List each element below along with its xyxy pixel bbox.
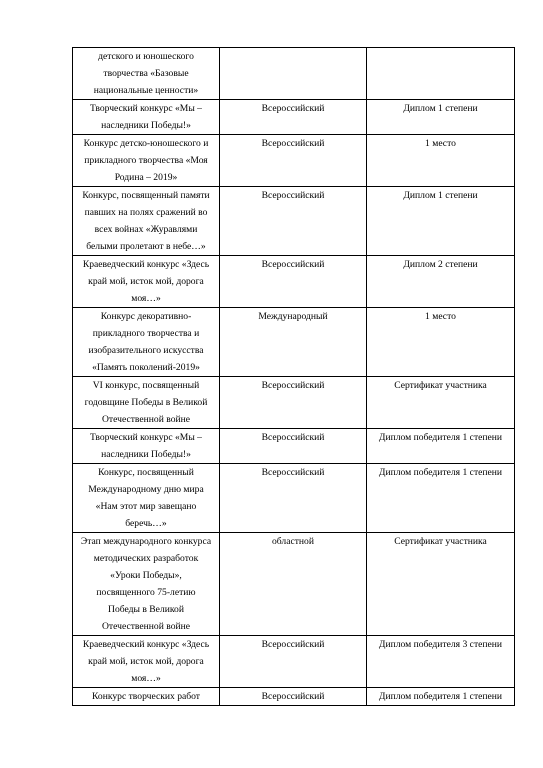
- table-row: [73, 533, 515, 636]
- contest-name-cell: Конкурс, посвященный Международному дню мира «Нам этот мир завещано беречь…»: [73, 464, 220, 533]
- contest-result-cell: Диплом 2 степени: [367, 256, 515, 308]
- contest-result-cell: Сертификат участника: [367, 377, 515, 429]
- contest-result-cell: Диплом победителя 1 степени: [367, 688, 515, 706]
- table-row: [73, 100, 515, 135]
- contest-result-cell: Диплом 1 степени: [367, 187, 515, 256]
- contest-name-cell: Конкурс детско-юношеского и прикладного творчества «Моя Родина – 2019»: [73, 135, 220, 187]
- awards-table: [72, 47, 515, 706]
- table-row: [73, 429, 515, 464]
- contest-level-cell: Всероссийский: [220, 636, 367, 688]
- contest-name-cell: VI конкурс, посвященный годовщине Победы в Великой Отечественной войне: [73, 377, 220, 429]
- contest-level-cell: Всероссийский: [220, 464, 367, 533]
- table-row: [73, 256, 515, 308]
- contest-result-cell: Диплом 1 степени: [367, 100, 515, 135]
- contest-level-cell: Всероссийский: [220, 688, 367, 706]
- contest-level-cell: областной: [220, 533, 367, 636]
- contest-name-cell: детского и юношеского творчества «Базовые национальные ценности»: [73, 48, 220, 100]
- contest-level-cell: Всероссийский: [220, 377, 367, 429]
- contest-name-cell: Творческий конкурс «Мы – наследники Победы!»: [73, 100, 220, 135]
- contest-result-cell: Сертификат участника: [367, 533, 515, 636]
- contest-result-cell: Диплом победителя 1 степени: [367, 464, 515, 533]
- contest-level-cell: Всероссийский: [220, 256, 367, 308]
- contest-result-cell: [367, 48, 515, 100]
- contest-level-cell: Всероссийский: [220, 135, 367, 187]
- contest-result-cell: 1 место: [367, 308, 515, 377]
- table-row: [73, 464, 515, 533]
- table-row: [73, 135, 515, 187]
- contest-name-cell: Краеведческий конкурс «Здесь край мой, исток мой, дорога моя…»: [73, 256, 220, 308]
- contest-level-cell: Всероссийский: [220, 100, 367, 135]
- table-row: [73, 48, 515, 100]
- contest-name-cell: Конкурс творческих работ: [73, 688, 220, 706]
- table-row: [73, 377, 515, 429]
- contest-name-cell: Этап международного конкурса методических разработок «Уроки Победы», посвященного 75-летию Победы в Великой Отечественной войне: [73, 533, 220, 636]
- contest-level-cell: Международный: [220, 308, 367, 377]
- table-row: [73, 308, 515, 377]
- contest-name-cell: Творческий конкурс «Мы – наследники Победы!»: [73, 429, 220, 464]
- contest-result-cell: 1 место: [367, 135, 515, 187]
- contest-name-cell: Конкурс, посвященный памяти павших на полях сражений во всех войнах «Журавлями белыми пролетают в небе…»: [73, 187, 220, 256]
- contest-level-cell: Всероссийский: [220, 187, 367, 256]
- contest-name-cell: Конкурс декоративно- прикладного творчества и изобразительного искусства «Память поколений-2019»: [73, 308, 220, 377]
- contest-level-cell: [220, 48, 367, 100]
- contest-result-cell: Диплом победителя 1 степени: [367, 429, 515, 464]
- contest-name-cell: Краеведческий конкурс «Здесь край мой, исток мой, дорога моя…»: [73, 636, 220, 688]
- table-row: [73, 636, 515, 688]
- contest-result-cell: Диплом победителя 3 степени: [367, 636, 515, 688]
- table-row: [73, 187, 515, 256]
- contest-level-cell: Всероссийский: [220, 429, 367, 464]
- table-row: [73, 688, 515, 706]
